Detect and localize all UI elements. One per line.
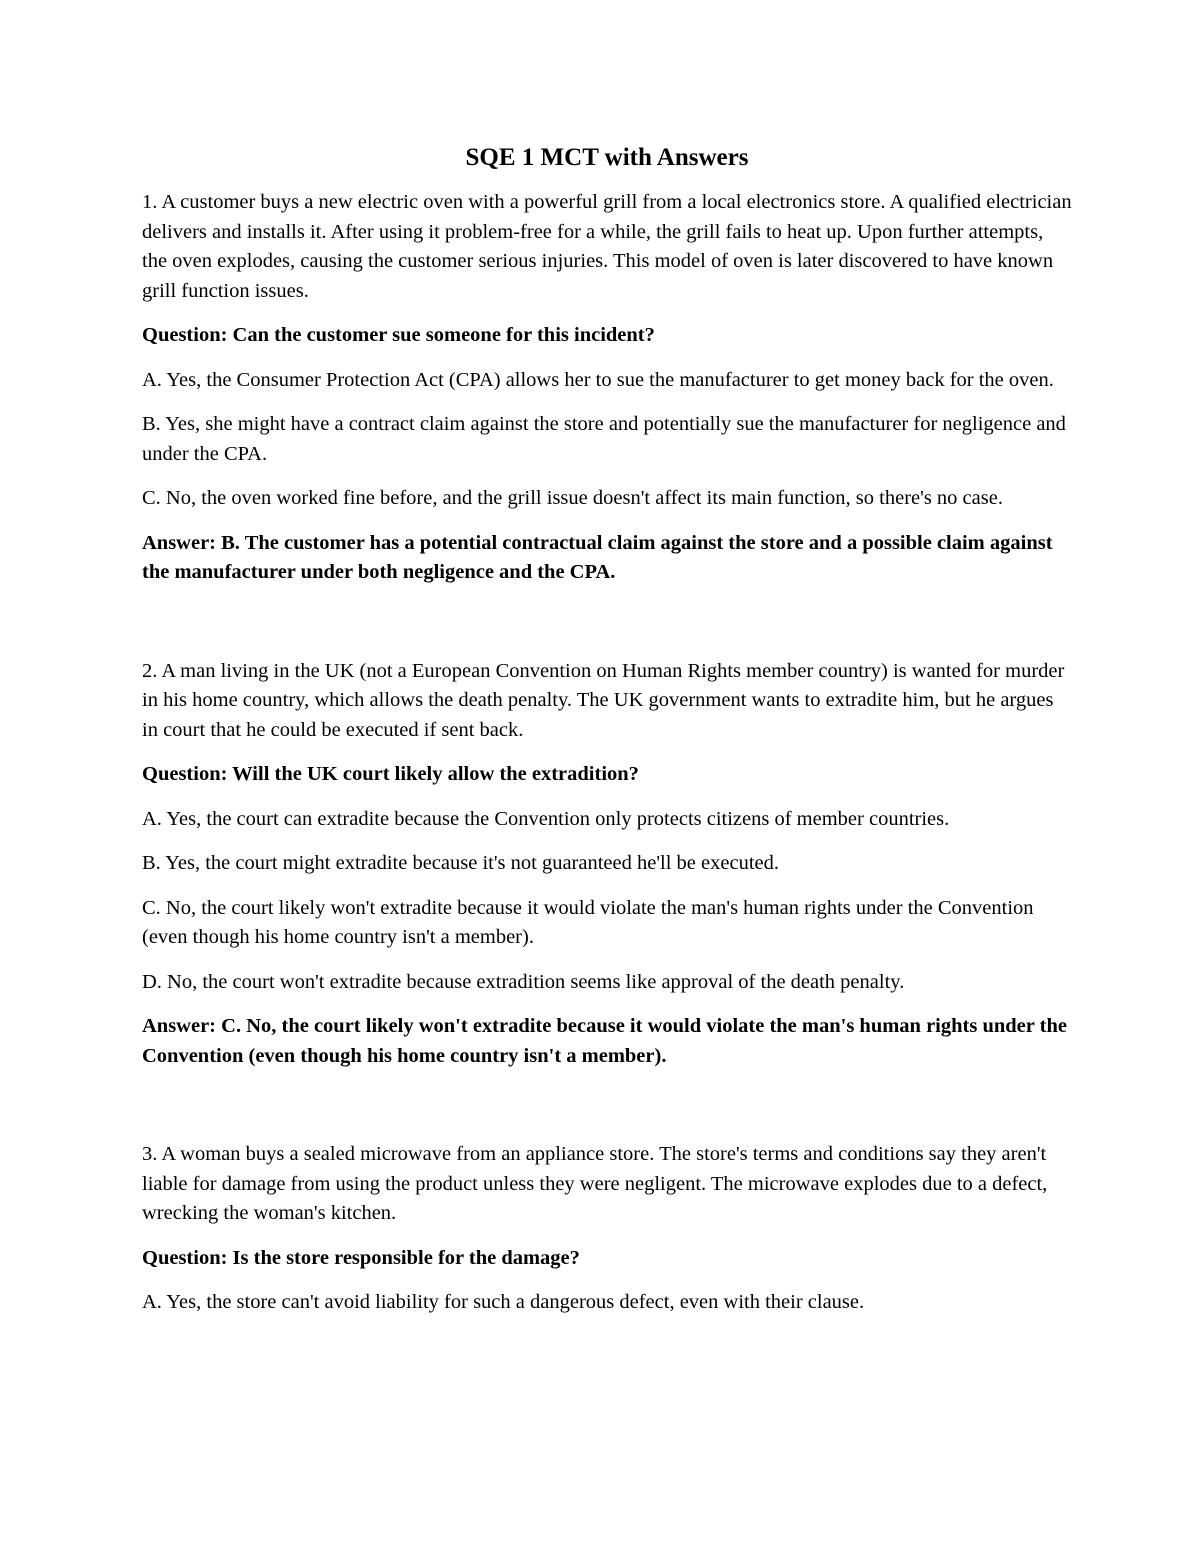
question-prompt: Question: Can the customer sue someone for this incident?: [142, 324, 655, 346]
document-title: SQE 1 MCT with Answers: [465, 144, 749, 171]
answer-option-c: C. No, the oven worked fine before, and the grill issue doesn't affect its main function, so there's no case.: [142, 487, 1003, 509]
question-block-3: [142, 1140, 1072, 1318]
answer-option-a: A. Yes, the court can extradite because the Convention only protects citizens of member countries.: [142, 807, 950, 830]
answer-option-b: B. Yes, she might have a contract claim against the store and potentially sue the manufacturer for negligence and under the CPA.: [142, 413, 1066, 465]
question-stem: 3. A woman buys a sealed microwave from an appliance store. The store's terms and conditions say they aren't liable for damage from using the product unless they were negligent. The microwave explodes due to a defect, wrecking the woman's kitchen.: [142, 1143, 1048, 1224]
correct-answer: Answer: B. The customer has a potential contractual claim against the store and a possible claim against the manufacturer under both negligence and the CPA.: [142, 531, 1053, 583]
question-prompt: Question: Is the store responsible for the damage?: [142, 1246, 580, 1269]
correct-answer: Answer: C. No, the court likely won't extradite because it would violate the man's human rights under the Convention (even though his home country isn't a member).: [142, 1015, 1067, 1067]
answer-option-a: A. Yes, the store can't avoid liability for such a dangerous defect, even with their clause.: [142, 1291, 865, 1313]
spacer: [142, 1086, 1072, 1140]
answer-option-a: A. Yes, the Consumer Protection Act (CPA) allows her to sue the manufacturer to get money back for the oven.: [142, 368, 1054, 391]
answer-option-d: D. No, the court won't extradite because extradition seems like approval of the death penalty.: [142, 970, 905, 993]
document-page: [142, 138, 1072, 1333]
question-prompt: Question: Will the UK court likely allow the extradition?: [142, 763, 639, 785]
answer-option-b: B. Yes, the court might extradite because it's not guaranteed he'll be executed.: [142, 852, 780, 874]
spacer: [142, 603, 1072, 657]
question-stem: 2. A man living in the UK (not a European Convention on Human Rights member country) is wanted for murder in his home country, which allows the death penalty. The UK government wants to extradite him, but he argues in court that he could be executed if sent back.: [142, 659, 1065, 741]
question-stem: 1. A customer buys a new electric oven with a powerful grill from a local electronics store. A qualified electrician delivers and installs it. After using it problem-free for a while, the grill fails to heat up. Upon further attempts, the oven explodes, causing the customer serious injuries. This model of oven is later discovered to have known grill function issues.: [142, 191, 1072, 302]
question-block-2: [142, 657, 1072, 1072]
question-block-1: [142, 188, 1072, 588]
answer-option-c: C. No, the court likely won't extradite because it would violate the man's human rights under the Convention (even though his home country isn't a member).: [142, 896, 1034, 948]
